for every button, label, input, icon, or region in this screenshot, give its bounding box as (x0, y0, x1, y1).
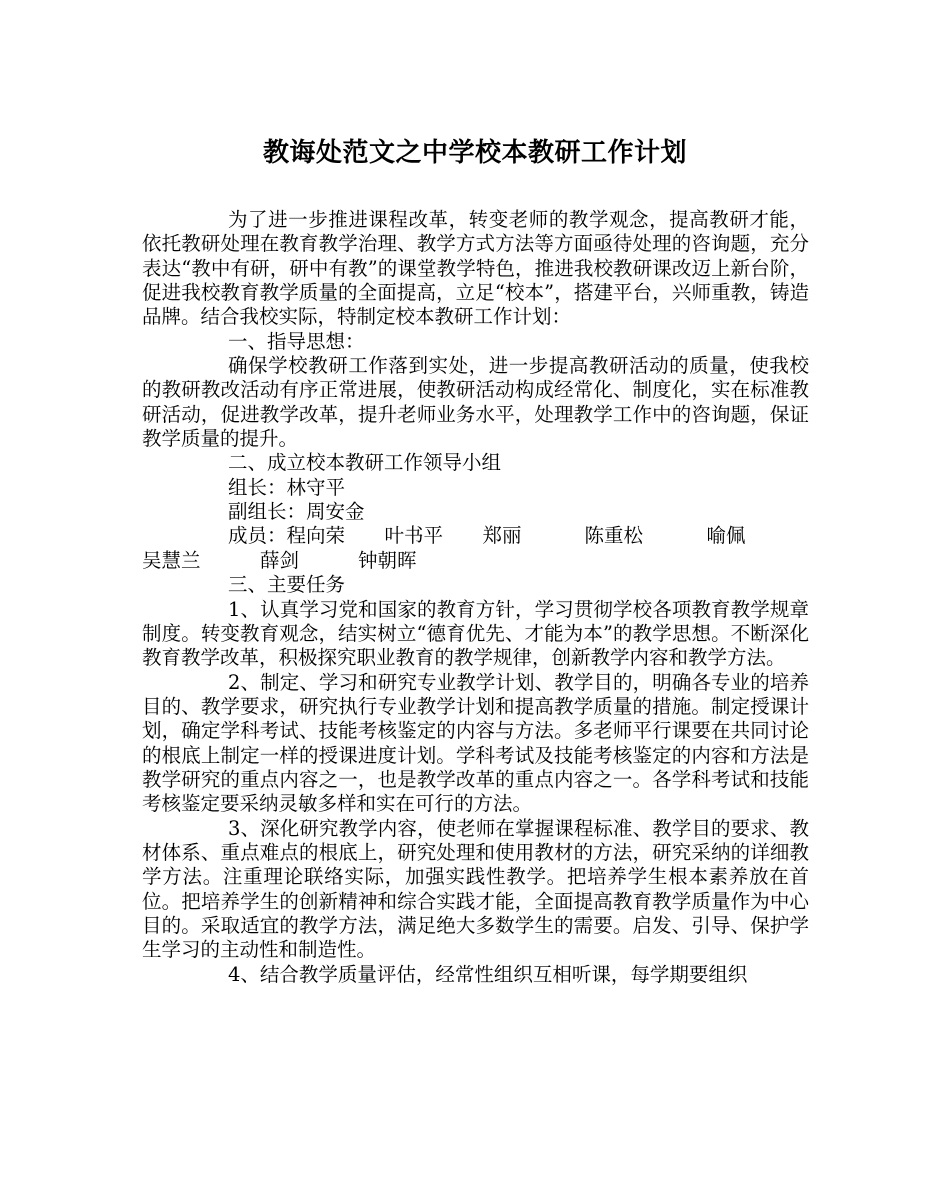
members-row (142, 549, 809, 573)
section-heading-leadership-group: 二、成立校本教研工作领导小组 (228, 451, 502, 475)
document-body (142, 208, 809, 987)
members-row (142, 524, 809, 548)
task-paragraph: 2、制定、学习和研究专业教学计划、教学目的，明确各专业的培养目的、教学要求，研究执行专业教学计划和提高教学质量的措施。制定授课计划，确定学科考试、技能考核鉴定的内容与方法。多老师平行课要在共同讨论的根底上制定一样的授课进度计划。学科考试及技能考核鉴定的内容和方法是教学研究的重点内容之一，也是教学改革的重点内容之一。各学科考试和技能考核鉴定要采纳灵敏多样和实在可行的方法。 (142, 670, 809, 816)
member-name: 叶书平 (384, 524, 444, 548)
section-heading-guiding-ideology: 一、指导思想： (228, 329, 365, 353)
section-heading-main-tasks: 三、主要任务 (228, 573, 346, 597)
member-name: 钟朝晖 (358, 548, 417, 572)
task-paragraph: 1、认真学习党和国家的教育方针，学习贯彻学校各项教育教学规章制度。转变教育观念，结实树立“德育优先、才能为本”的教学思想。不断深化教育教学改革，积极探究职业教育的教学规律，创新教学内容和教学方法。 (142, 597, 809, 670)
member-name: 吴慧兰 (142, 548, 201, 572)
member-name: 薛剑 (260, 548, 300, 572)
group-leader: 组长：林守平 (228, 475, 346, 499)
task-paragraph: 3、深化研究教学内容，使老师在掌握课程标准、教学目的要求、教材体系、重点难点的根底上，研究处理和使用教材的方法，研究采纳的详细教学方法。注重理论联络实际，加强实践性教学。把培养学生根本素养放在首位。把培养学生的创新精神和综合实践才能，全面提高教育教学质量作为中心目的。采取适宜的教学方法，满足绝大多数学生的需要。启发、引导、保护学生学习的主动性和制造性。 (142, 816, 809, 962)
group-members (142, 524, 809, 573)
task-paragraph: 4、结合教学质量评估，经常性组织互相听课，每学期要组织 (228, 962, 748, 986)
guiding-ideology-paragraph: 确保学校教研工作落到实处，进一步提高教研活动的质量，使我校的教研教改活动有序正常进展，使教研活动构成经常化、制度化，实在标准教研活动，促进教学改革，提升老师业务水平，处理教学工作中的咨询题，保证教学质量的提升。 (142, 354, 809, 451)
member-name: 郑丽 (482, 524, 522, 548)
member-name: 陈重松 (584, 524, 644, 548)
document-title: 教诲处范文之中学校本教研工作计划 (262, 138, 687, 168)
deputy-group-leader: 副组长：周安金 (228, 500, 365, 524)
members-label: 成员： (228, 524, 287, 548)
member-name: 喻佩 (706, 524, 746, 548)
intro-paragraph: 为了进一步推进课程改革，转变老师的教学观念，提高教研才能，依托教研处理在教育教学治理、教学方式方法等方面亟待处理的咨询题，充分表达“教中有研，研中有教”的课堂教学特色，推进我校教研课改迈上新台阶，促进我校教育教学质量的全面提高，立足“校本”，搭建平台，兴师重教，铸造品牌。结合我校实际，特制定校本教研工作计划： (142, 208, 809, 329)
member-name: 程向荣 (286, 524, 346, 548)
